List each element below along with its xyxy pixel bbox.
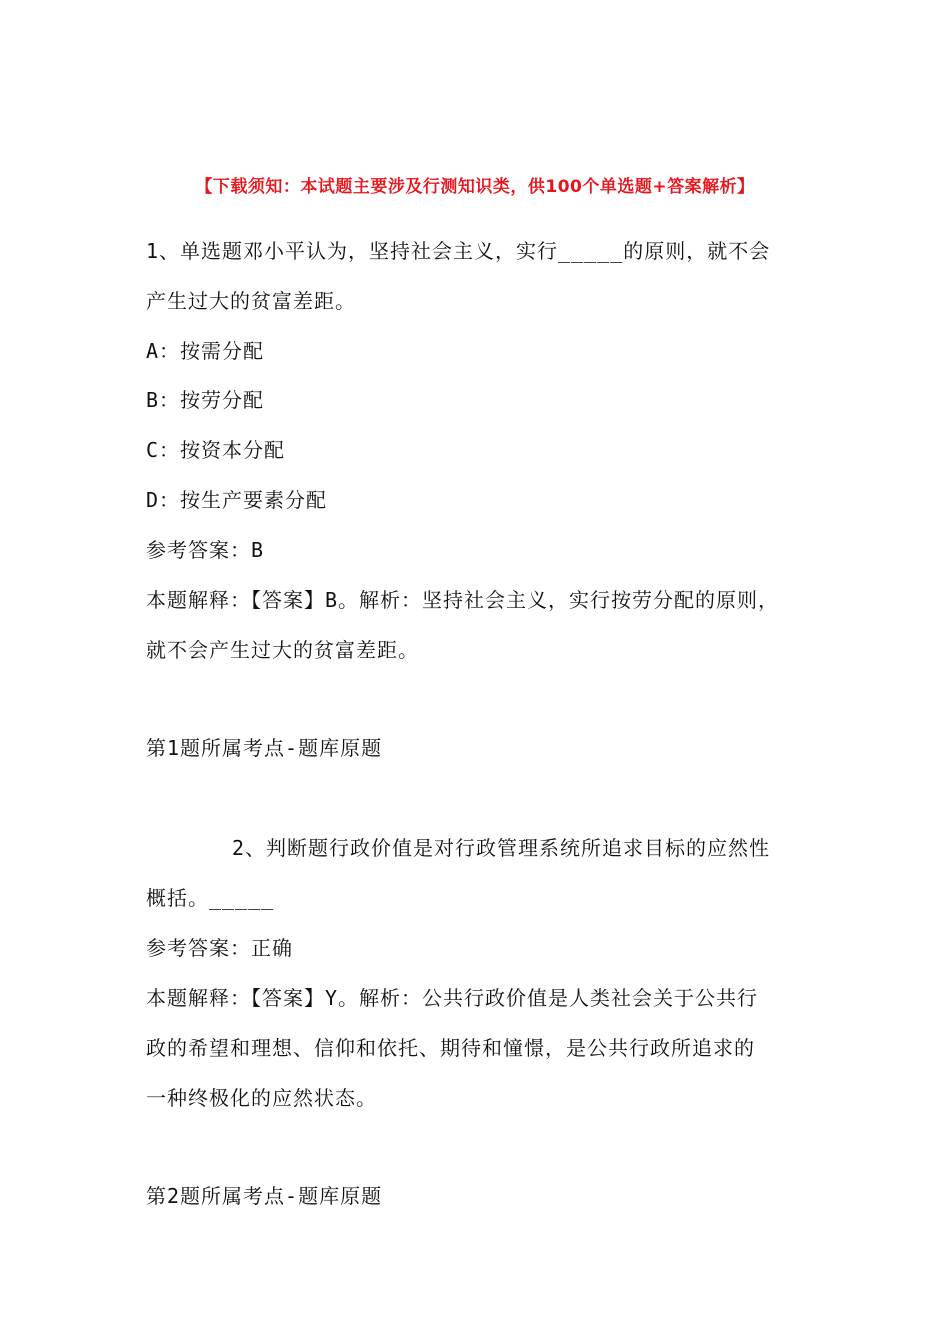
q1-source: 第1题所属考点-题库原题 bbox=[146, 736, 383, 760]
download-notice: 【下载须知：本试题主要涉及行测知识类，供100个单选题+答案解析】 bbox=[195, 177, 755, 197]
q1-explanation-line2: 就不会产生过大的贫富差距。 bbox=[146, 638, 419, 662]
q2-explanation-line3: 一种终极化的应然状态。 bbox=[146, 1086, 377, 1110]
q1-option-c: C：按资本分配 bbox=[146, 438, 286, 462]
q2-answer: 参考答案：正确 bbox=[146, 936, 293, 960]
q2-explanation-line1: 本题解释：【答案】Y。解析：公共行政价值是人类社会关于公共行 bbox=[146, 986, 759, 1010]
q1-option-b: B：按劳分配 bbox=[146, 388, 265, 412]
q1-answer: 参考答案：B bbox=[146, 538, 265, 562]
q1-option-d: D：按生产要素分配 bbox=[146, 488, 328, 512]
q2-explanation-line2: 政的希望和理想、信仰和依托、期待和憧憬，是公共行政所追求的 bbox=[146, 1036, 755, 1060]
q2-stem-line1: 2、判断题行政价值是对行政管理系统所追求目标的应然性 bbox=[232, 836, 771, 860]
q1-explanation-line1: 本题解释：【答案】B。解析：坚持社会主义，实行按劳分配的原则， bbox=[146, 588, 780, 612]
q2-source: 第2题所属考点-题库原题 bbox=[146, 1184, 383, 1208]
q1-stem-line1: 1、单选题邓小平认为，坚持社会主义，实行_____的原则，就不会 bbox=[146, 239, 771, 263]
q1-option-a: A：按需分配 bbox=[146, 339, 265, 363]
q1-stem-line2: 产生过大的贫富差距。 bbox=[146, 289, 356, 313]
q2-stem-line2: 概括。_____ bbox=[146, 886, 275, 910]
